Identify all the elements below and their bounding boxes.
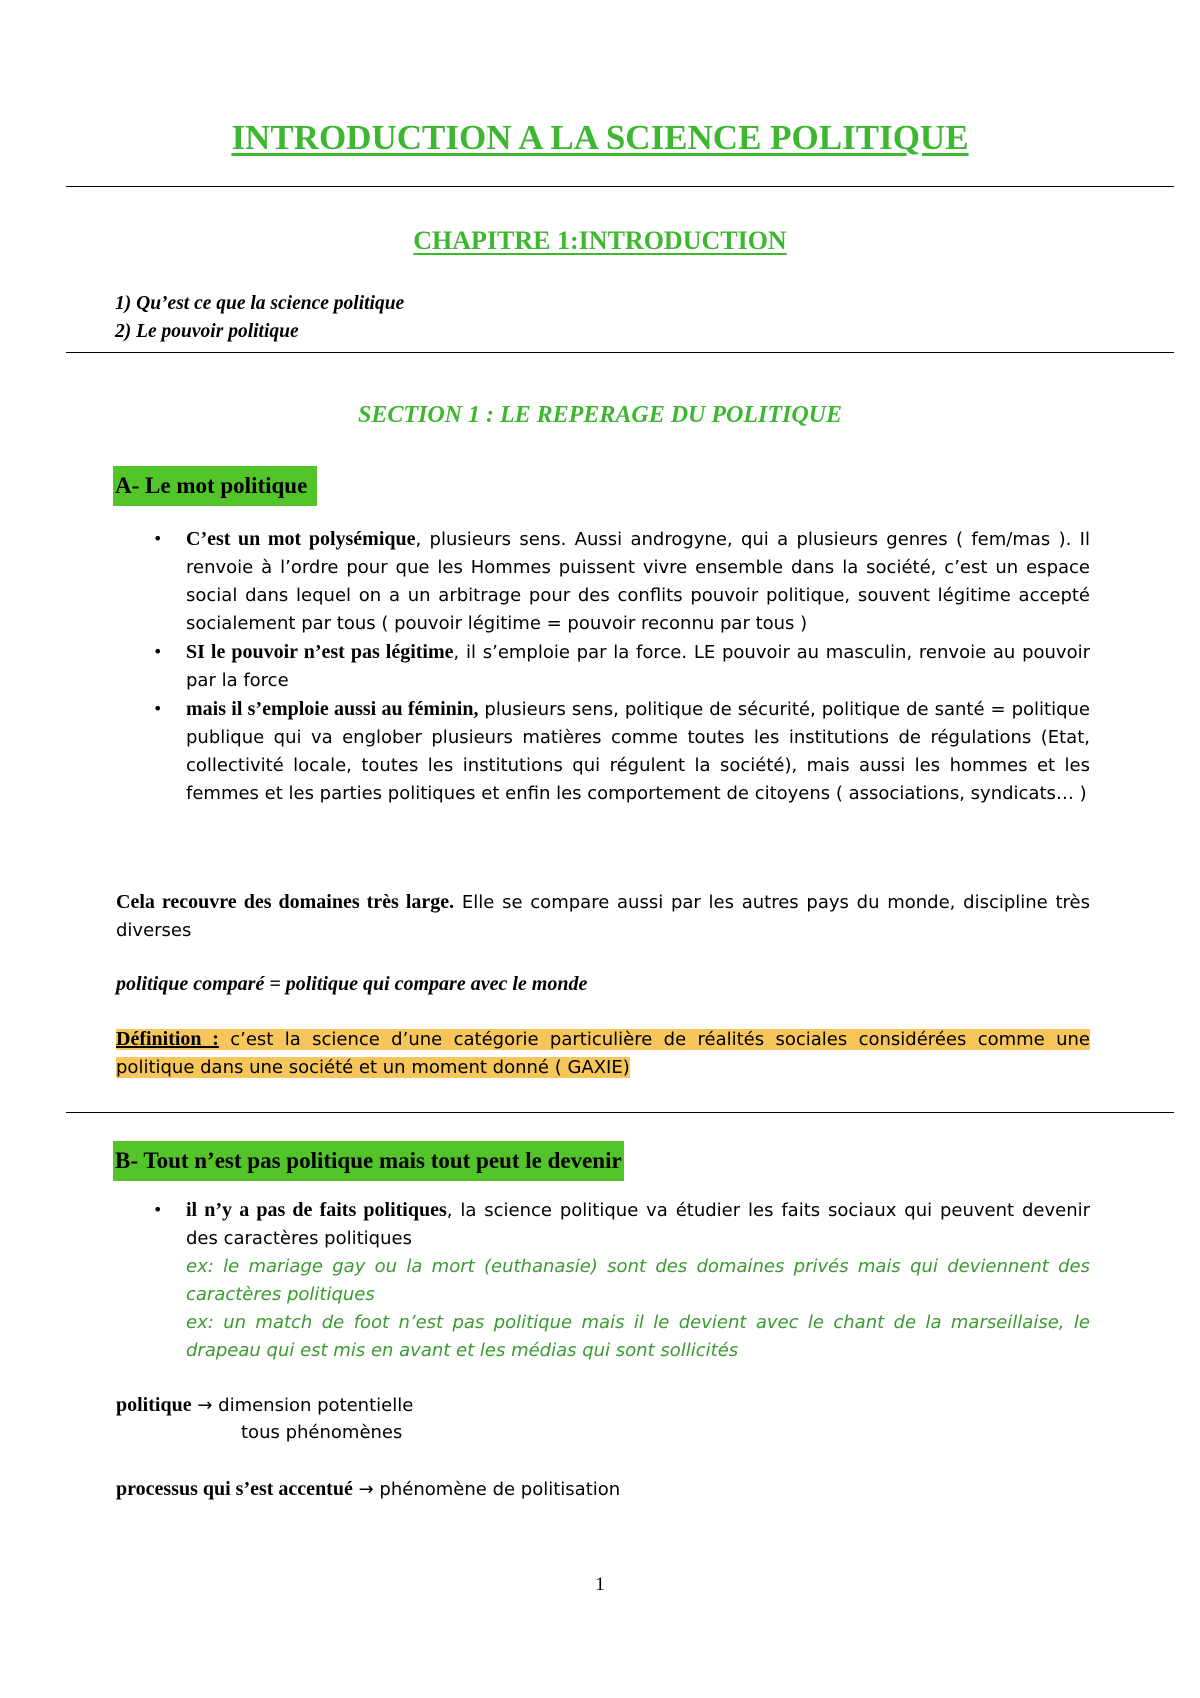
- bullet-icon: •: [153, 699, 163, 718]
- outline-item: 1) Qu’est ce que la science politique: [115, 293, 405, 314]
- bullet-text: , plusieurs sens. Aussi androgyne, qui a plusieurs genres ( fem/mas ). Il renvoie à l’ordre pour que les Hommes puissent vivre ensemble dans la société, c’est un espace social dans lequel on a un arbitrage pour des conflits pouvoir politique, souvent légitime accepté socialement par tous ( pouvoir légitime = pouvoir reconnu par tous ): [186, 529, 1090, 634]
- bullet-text: plusieurs sens, politique de sécurité, politique de santé = politique publique qui va englober plusieurs matières comme toutes les institutions de régulations (Etat, collectivité locale, toutes les institutions qui régulent la société), mais aussi les hommes et les femmes et les parties politiques et enfin les comportement de citoyens ( associations, syndicats… ): [186, 699, 1090, 804]
- list-item: [116, 695, 1090, 808]
- bullet-bold-lead: mais il s’emploie aussi au féminin,: [186, 698, 479, 720]
- subheading-b: B- Tout n’est pas politique mais tout peut le devenir: [113, 1141, 624, 1181]
- bullet-bold-lead: SI le pouvoir n’est pas légitime: [186, 641, 454, 663]
- example-text: ex: un match de foot n’est pas politique mais il le devient avec le chant de la marseillaise, le drapeau qui est mis en avant et les médias qui sont sollicités: [186, 1312, 1090, 1361]
- bullet-list-b: [116, 1196, 1090, 1365]
- horizontal-rule: [66, 1112, 1174, 1113]
- page-number: 1: [595, 1574, 605, 1595]
- chapter-outline: [115, 290, 404, 346]
- paragraph-text: Elle se compare aussi par les autres pays du monde, discipline très diverses: [116, 892, 1091, 941]
- bullet-text: , il s’emploie par la force. LE pouvoir au masculin, renvoie au pouvoir par la force: [186, 642, 1090, 691]
- politique-row-2: [241, 1419, 402, 1447]
- outline-item: 2) Le pouvoir politique: [115, 321, 299, 342]
- processus-label: processus qui s’est accentué: [116, 1478, 353, 1500]
- definition-label: Définition :: [116, 1028, 219, 1050]
- bullet-list-a: [116, 525, 1090, 808]
- paragraph-domains: [116, 888, 1090, 945]
- list-item: [116, 525, 1090, 638]
- horizontal-rule: [66, 352, 1174, 353]
- document-title: INTRODUCTION A LA SCIENCE POLITIQUE: [231, 118, 969, 157]
- list-item: [116, 1196, 1090, 1365]
- chapter-title: CHAPITRE 1:INTRODUCTION: [413, 226, 787, 255]
- bullet-icon: •: [153, 529, 163, 548]
- horizontal-rule: [66, 186, 1174, 187]
- politique-row: [116, 1391, 413, 1420]
- arrow-icon: →: [197, 1395, 213, 1416]
- politique-line-1: dimension potentielle: [218, 1395, 414, 1416]
- arrow-icon: →: [358, 1479, 374, 1500]
- bullet-bold-lead: C’est un mot polysémique: [186, 528, 416, 550]
- bullet-icon: •: [153, 1200, 163, 1219]
- processus-row: [116, 1475, 620, 1504]
- bullet-icon: •: [153, 642, 163, 661]
- paragraph-bold-lead: Cela recouvre des domaines très large.: [116, 891, 455, 913]
- compare-text: politique comparé = politique qui compare avec le monde: [116, 973, 588, 995]
- definition-text: c’est la science d’une catégorie particulière de réalités sociales considérées comme une politique dans une société et un moment donné ( GAXIE): [116, 1029, 1090, 1078]
- politique-label: politique: [116, 1394, 192, 1416]
- bullet-bold-lead: il n’y a pas de faits politiques: [186, 1199, 447, 1221]
- example-text: ex: le mariage gay ou la mort (euthanasie) sont des domaines privés mais qui deviennent des caractères politiques: [186, 1256, 1090, 1305]
- politique-line-2: tous phénomènes: [241, 1422, 403, 1443]
- processus-text: phénomène de politisation: [379, 1479, 621, 1500]
- compare-line: [116, 970, 1090, 1000]
- definition: [116, 1025, 1090, 1082]
- section-title: SECTION 1 : LE REPERAGE DU POLITIQUE: [357, 402, 843, 428]
- list-item: [116, 638, 1090, 695]
- subheading-a: A- Le mot politique: [113, 466, 317, 506]
- bullet-text: , la science politique va étudier les faits sociaux qui peuvent devenir des caractères politiques: [186, 1200, 1090, 1249]
